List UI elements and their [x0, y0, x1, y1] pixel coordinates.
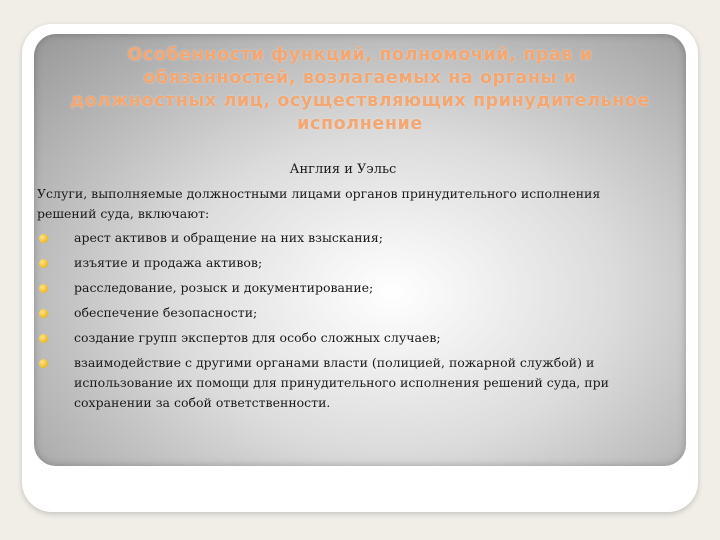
list-item — [37, 278, 649, 298]
intro-line: решений суда, включают: — [37, 206, 210, 221]
bullet-icon — [39, 259, 48, 268]
list-item-text: сохранении за собой ответственности. — [74, 395, 331, 410]
list-item-text: обеспечение безопасности; — [74, 305, 258, 320]
bullet-icon — [39, 234, 48, 243]
bullet-list — [37, 228, 649, 413]
list-item — [37, 328, 649, 348]
title-line: исполнение — [297, 114, 423, 134]
intro-text — [37, 184, 649, 224]
list-item-text: изъятие и продажа активов; — [74, 255, 263, 270]
list-item — [37, 228, 649, 248]
list-item — [37, 303, 649, 323]
list-item-text: расследование, розыск и документирование; — [74, 280, 374, 295]
list-item-text: взаимодействие с другими органами власти (полицией, пожарной службой) и — [74, 355, 595, 370]
slide-title — [36, 44, 684, 136]
slide-subtitle: Англия и Уэльс — [289, 162, 397, 177]
title-line: обязанностей, возлагаемых на органы и — [143, 68, 577, 88]
list-item-text: использование их помощи для принудительного исполнения решений суда, при — [74, 375, 609, 390]
list-item-text: арест активов и обращение на них взыскания; — [74, 230, 383, 245]
list-item — [37, 253, 649, 273]
intro-line: Услуги, выполняемые должностными лицами органов принудительного исполнения — [37, 186, 601, 201]
bullet-icon — [39, 359, 48, 368]
bullet-icon — [39, 334, 48, 343]
title-line: должностных лиц, осуществляющих принудительное — [69, 91, 651, 111]
title-line: Особенности функций, полномочий, прав и — [127, 45, 593, 65]
bullet-icon — [39, 284, 48, 293]
slide-body — [37, 160, 649, 418]
list-item-text: создание групп экспертов для особо сложных случаев; — [74, 330, 441, 345]
bullet-icon — [39, 309, 48, 318]
list-item — [37, 353, 649, 413]
